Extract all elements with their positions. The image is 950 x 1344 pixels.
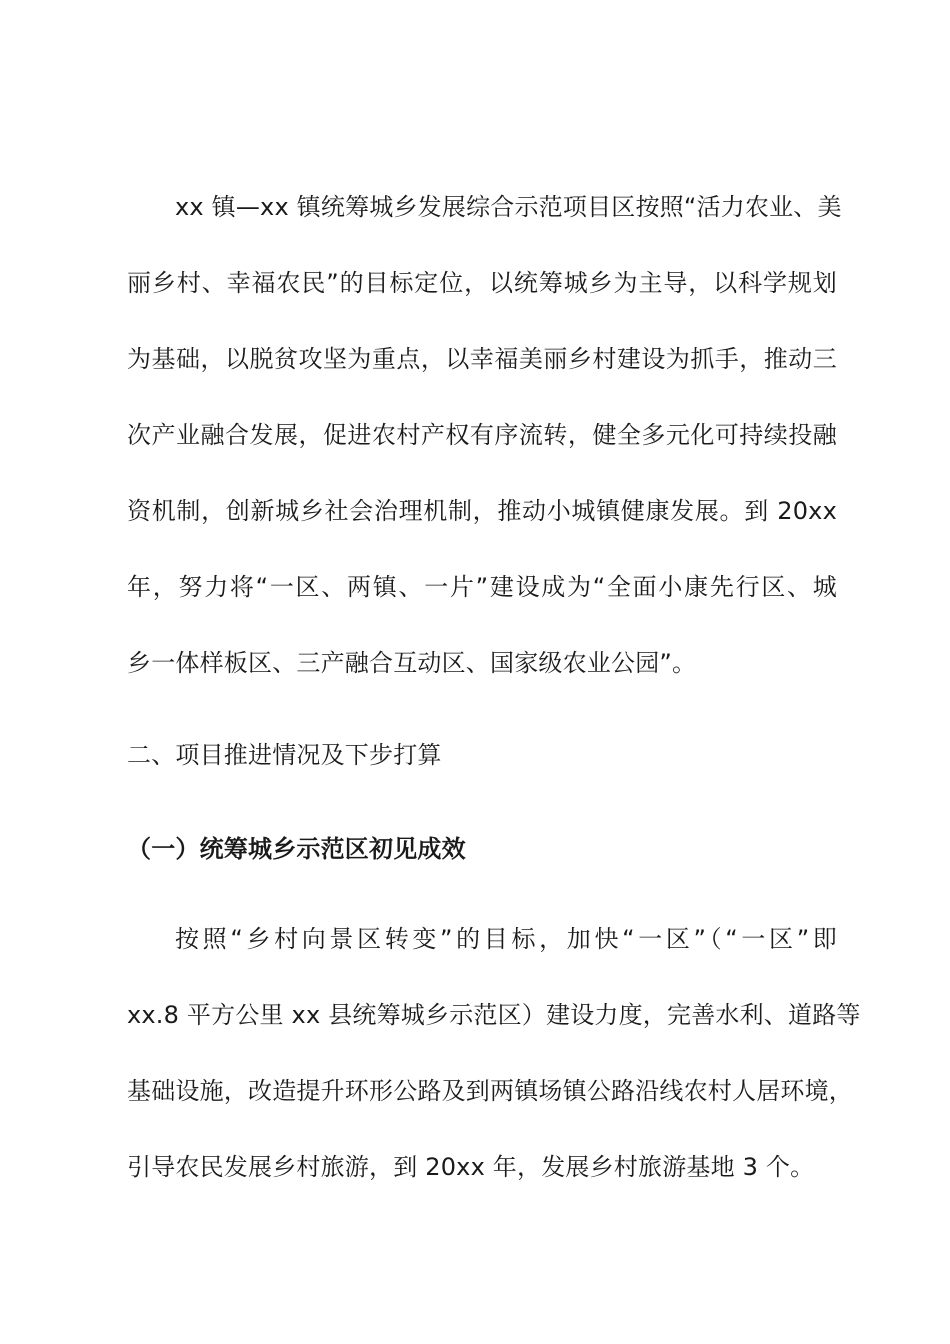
- paragraph1-line-2: 丽乡村、幸福农民”的目标定位，以统筹城乡为主导，以科学规划: [127, 269, 837, 297]
- paragraph1-line-4: 次产业融合发展，促进农村产权有序流转，健全多元化可持续投融: [127, 421, 837, 449]
- paragraph1-line-1: xx 镇—xx 镇统筹城乡发展综合示范项目区按照“活力农业、美: [175, 193, 842, 221]
- paragraph2-line-1: 按照“乡村向景区转变”的目标，加快“一区”（“一区”即: [175, 925, 837, 953]
- subsection-heading: （一）统筹城乡示范区初见成效: [127, 835, 466, 863]
- paragraph1-line-3: 为基础，以脱贫攻坚为重点，以幸福美丽乡村建设为抓手，推动三: [127, 345, 837, 373]
- section-heading: 二、项目推进情况及下步打算: [127, 741, 442, 769]
- paragraph1-line-5: 资机制，创新城乡社会治理机制，推动小城镇健康发展。到 20xx: [127, 497, 837, 525]
- paragraph2-line-2: xx.8 平方公里 xx 县统筹城乡示范区）建设力度，完善水利、道路等: [127, 1001, 861, 1029]
- paragraph2-line-3: 基础设施，改造提升环形公路及到两镇场镇公路沿线农村人居环境，: [127, 1077, 853, 1105]
- paragraph1-line-6: 年，努力将“一区、两镇、一片”建设成为“全面小康先行区、城: [127, 573, 837, 601]
- paragraph1-line-7: 乡一体样板区、三产融合互动区、国家级农业公园”。: [127, 649, 697, 677]
- paragraph2-line-4: 引导农民发展乡村旅游，到 20xx 年，发展乡村旅游基地 3 个。: [127, 1153, 815, 1181]
